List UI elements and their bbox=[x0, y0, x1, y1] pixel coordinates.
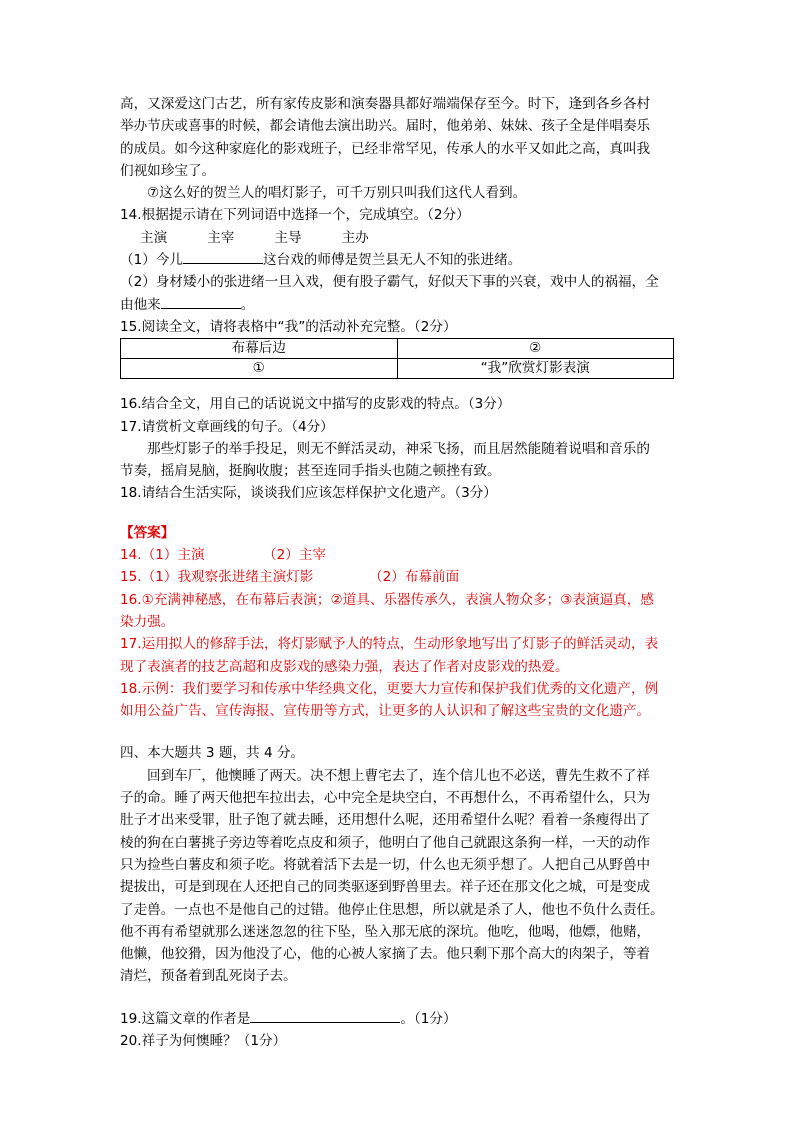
question-18-stem: 18.请结合生活实际，谈谈我们应该怎样保护文化遗产。（3分） bbox=[120, 485, 497, 502]
word-option: 主办 bbox=[341, 229, 369, 246]
section-4-passage-line: 回到车厂，他懊睡了两天。决不想上曹宅去了，连个信儿也不必送，曹先生救不了祥 bbox=[147, 767, 650, 784]
section-4-heading: 四、本大题共 3 题，共 4 分。 bbox=[120, 745, 305, 762]
section-4-passage-line: 清烂，预备着到乱死岗子去。 bbox=[120, 968, 297, 985]
passage-line: 们视如珍宝了。 bbox=[120, 162, 216, 179]
answer-18: 18.示例：我们要学习和传承中华经典文化，更要大力宣传和保护我们优秀的文化遗产，例 bbox=[120, 680, 659, 697]
section-4-passage-line: 只为捡些白薯皮和须子吃。将就着活下去是一切，什么也无须乎想了。人把自己从野兽中 bbox=[120, 856, 651, 873]
table-cell: ② bbox=[397, 339, 674, 359]
word-option: 主导 bbox=[274, 229, 302, 246]
answer-17-cont: 现了表演者的技艺高超和皮影戏的感染力强，表达了作者对皮影戏的热爱。 bbox=[120, 658, 569, 675]
section-4-passage-line: 他懒，他狡猾，因为他没了心，他的心被人家摘了去。他只剩下那个高大的肉架子，等着 bbox=[120, 946, 651, 963]
question-14-item-1: （1）今儿 这台戏的师傅是贺兰县无人不知的张进绪。 bbox=[120, 249, 676, 271]
question-17-quote-cont: 节奏，摇肩晃脑，挺胸收腹；甚至连同手指头也随之顿挫有致。 bbox=[120, 463, 501, 480]
table-cell: 布幕后边 bbox=[121, 339, 398, 359]
answer-blank[interactable] bbox=[161, 294, 241, 309]
word-option: 主宰 bbox=[207, 229, 235, 246]
answer-blank[interactable] bbox=[183, 249, 263, 264]
answer-blank[interactable] bbox=[250, 1008, 400, 1023]
answer-16-cont: 染力强。 bbox=[120, 613, 175, 630]
table-cell: ① bbox=[121, 359, 398, 379]
section-4-passage-line: 了走兽。一点也不是他自己的过错。他停止住思想，所以就是杀了人，他也不负什么责任。 bbox=[120, 901, 664, 918]
answer-17: 17.运用拟人的修辞手法，将灯影赋予人的特点，生动形象地写出了灯影子的鲜活灵动，表 bbox=[120, 636, 659, 653]
section-4-passage-line: 肚子才出来受罪，肚子饱了就去睡，还用想什么呢，还用希望什么呢？看着一条瘦得出了 bbox=[120, 812, 651, 829]
answer-15: 15.（1）我观察张进绪主演灯影 （2）布幕前面 bbox=[120, 569, 460, 586]
answer-18-cont: 如用公益广告、宣传海报、宣传册等方式，让更多的人认识和了解这些宝贵的文化遗产。 bbox=[120, 703, 651, 720]
section-4-passage-line: 子的命。睡了两天他把车拉出去，心中完全是块空白，不再想什么，不再希望什么，只为 bbox=[120, 790, 651, 807]
passage-line: 的成员。如今这种家庭化的影戏班子，已经非常罕见，传承人的水平又如此之高，真叫我 bbox=[120, 140, 651, 157]
answer-14: 14.（1）主演 （2）主宰 bbox=[120, 547, 327, 564]
table-cell: “我”欣赏灯影表演 bbox=[397, 359, 674, 379]
section-4-passage-line: 提拔出，可是到现在人还把自己的同类驱逐到野兽里去。祥子还在那文化之城，可是变成 bbox=[120, 879, 651, 896]
question-16-stem: 16.结合全文，用自己的话说说文中描写的皮影戏的特点。（3分） bbox=[120, 396, 511, 413]
question-17-stem: 17.请赏析文章画线的句子。（4分） bbox=[120, 418, 334, 435]
passage-line: 高，又深爱这门古艺，所有家传皮影和演奏器具都好端端保存至今。时下，逢到各乡各村 bbox=[120, 96, 651, 112]
question-14-item-2: （2）身材矮小的张进绪一旦入戏，便有股子霸气，好似天下事的兴衰，戏中人的祸福，全 bbox=[120, 274, 659, 291]
question-15-table bbox=[120, 338, 674, 379]
question-17-quote: 那些灯影子的举手投足，则无不鲜活灵动，神采飞扬，而且居然能随着说唱和音乐的 bbox=[147, 440, 650, 457]
question-14-stem: 14.根据提示请在下列词语中选择一个，完成填空。（2分） bbox=[120, 207, 470, 224]
section-4-passage-line: 棱的狗在白薯挑子旁边等着吃点皮和须子，他明白了他自己就跟这条狗一样，一天的动作 bbox=[120, 834, 651, 851]
section-4-passage-line: 他不再有希望就那么迷迷忽忽的往下坠，坠入那无底的深坑。他吃，他喝，他嫖，他赌， bbox=[120, 923, 651, 940]
question-20: 20.祥子为何懊睡？（1分） bbox=[120, 1032, 287, 1049]
word-option: 主演 bbox=[140, 229, 168, 246]
question-14-word-bank bbox=[120, 227, 676, 249]
document-page bbox=[120, 93, 676, 1052]
question-19: 19.这篇文章的作者是 。（1分） bbox=[120, 1008, 676, 1030]
question-15-stem: 15.阅读全文，请将表格中“我”的活动补充完整。（2分） bbox=[120, 318, 457, 335]
answer-16: 16.①充满神秘感，在布幕后表演；②道具、乐器传承久，表演人物众多；③表演逼真，感 bbox=[120, 591, 654, 608]
answer-heading: 【答案】 bbox=[120, 524, 175, 541]
question-14-item-2-cont: 由他来 。 bbox=[120, 294, 676, 316]
passage-paragraph-7: ⑦这么好的贺兰人的唱灯影子，可千万别只叫我们这代人看到。 bbox=[147, 185, 527, 202]
passage-line: 举办节庆或喜事的时候，都会请他去演出助兴。届时，他弟弟、妹妹、孩子全是伴唱奏乐 bbox=[120, 118, 651, 135]
